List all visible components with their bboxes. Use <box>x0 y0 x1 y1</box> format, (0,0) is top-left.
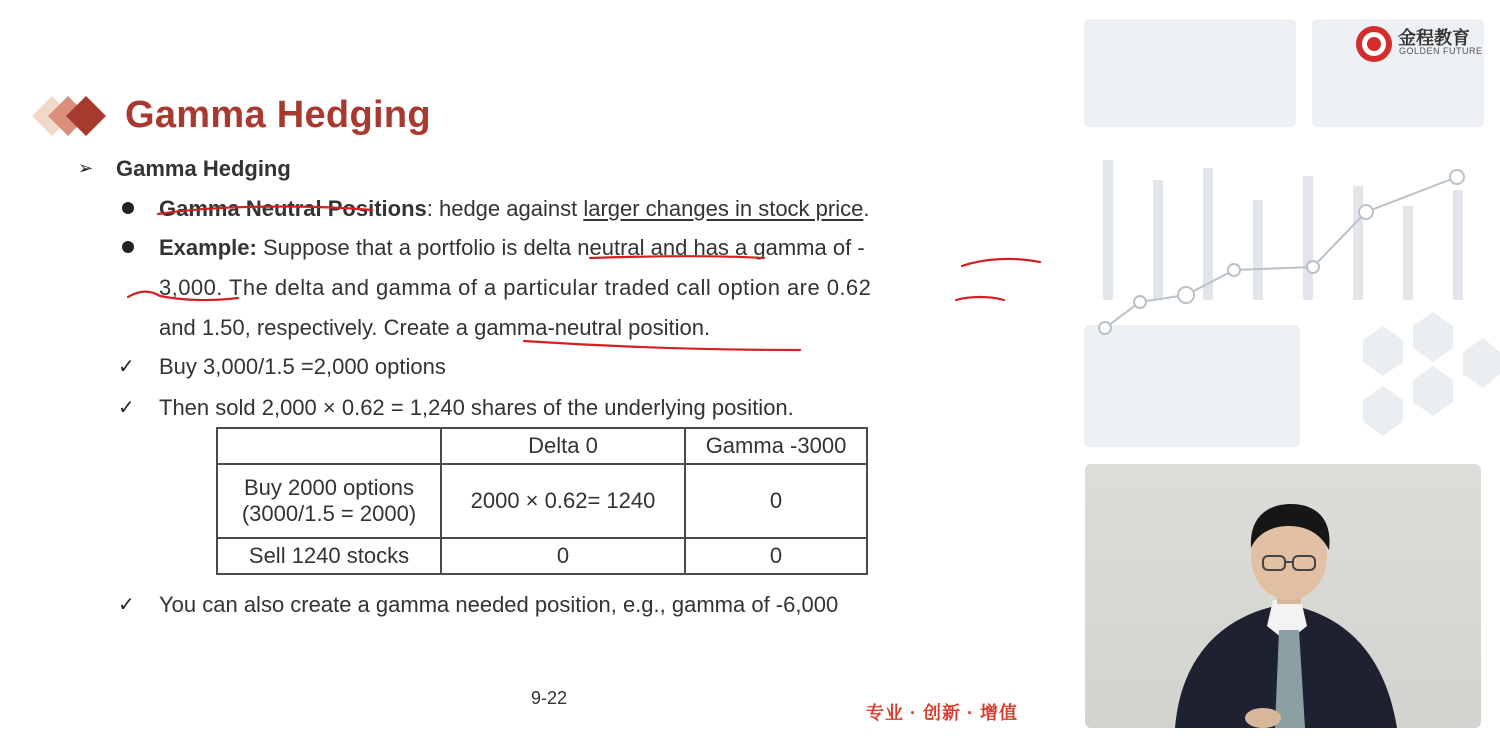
table-cell-line: (3000/1.5 = 2000) <box>241 501 417 526</box>
bullet1-end: . <box>863 196 870 221</box>
slogan: 专业 · 创新 · 增值 <box>866 703 1018 723</box>
table-cell: 0 <box>685 464 867 538</box>
checkmark-icon: ✓ <box>118 397 135 419</box>
step-sell-shares: Then sold 2,000 × 0.62 = 1,240 shares of the underlying position. <box>159 395 794 420</box>
term-gamma-neutral: Gamma Neutral Positions <box>159 196 427 221</box>
table-cell: 0 <box>685 538 867 574</box>
table-cell-sell-stocks: Sell 1240 stocks <box>217 538 441 574</box>
logo-name: 金程教育 <box>1398 28 1470 48</box>
decorative-infographic <box>1083 0 1500 460</box>
example-text-1: Suppose that a portfolio is delta neutral and has a gamma of - <box>256 235 865 260</box>
table-header-gamma: Gamma -3000 <box>685 428 867 464</box>
bullet1-phrase: larger changes in stock price <box>583 196 864 221</box>
bullet1-text: : hedge against <box>426 196 584 221</box>
table-header-delta: Delta 0 <box>441 428 685 464</box>
table-cell: 0 <box>441 538 685 574</box>
page-number: 9-22 <box>531 688 568 708</box>
presenter-video[interactable] <box>1085 464 1481 728</box>
step-gamma-needed: You can also create a gamma needed position, e.g., gamma of -6,000 <box>159 592 839 617</box>
golden-future-logo-icon <box>1354 24 1394 64</box>
example-line-3: and 1.50, respectively. Create a gamma-neutral position. <box>159 315 711 340</box>
table-cell-line: Buy 2000 options <box>243 475 415 500</box>
checkmark-icon: ✓ <box>118 356 135 378</box>
arrow-bullet-icon: ➢ <box>78 158 94 178</box>
presenter-figure <box>1085 464 1481 728</box>
table-cell: 2000 × 0.62= 1240 <box>441 464 685 538</box>
example-label: Example: <box>159 235 257 260</box>
example-line-2: 3,000. The delta and gamma of a particular traded call option are 0.62 <box>159 275 872 300</box>
step-buy-options: Buy 3,000/1.5 =2,000 options <box>159 354 446 379</box>
logo-subtitle: GOLDEN FUTURE <box>1399 46 1483 56</box>
section-heading: Gamma Hedging <box>116 156 291 181</box>
slide-title: Gamma Hedging <box>125 94 431 136</box>
checkmark-icon: ✓ <box>118 594 135 616</box>
